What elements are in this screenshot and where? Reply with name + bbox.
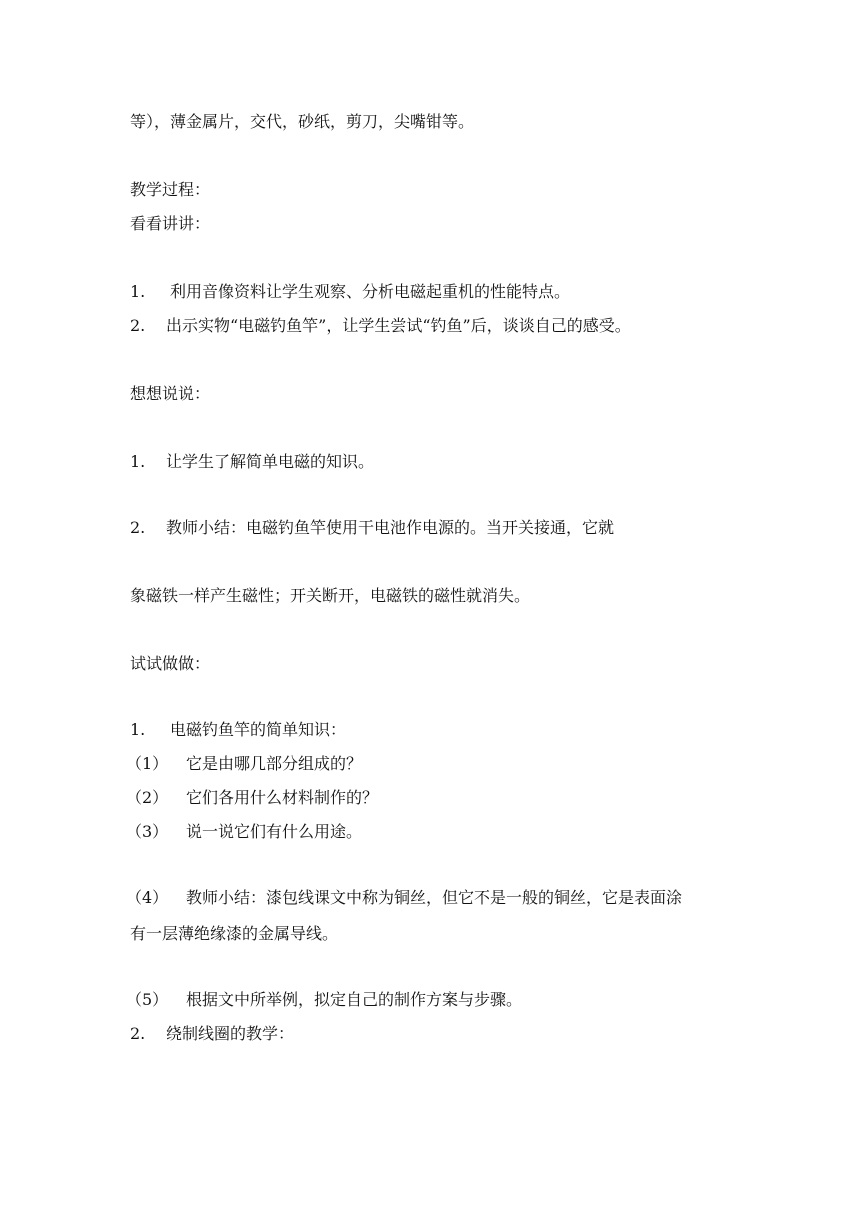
sub-list-item <box>126 788 379 808</box>
sub-list-item <box>126 888 683 908</box>
sub-list-number: （1） <box>126 754 169 773</box>
materials-text: 等），薄金属片，交代，砂纸，剪刀，尖嘴钳等。 <box>130 112 475 131</box>
list-item <box>130 282 570 302</box>
continuation-line <box>130 924 338 944</box>
sub-list-item-text: 根据文中所举例，拟定自己的制作方案与步骤。 <box>186 990 523 1009</box>
list-item-text: 出示实物“电磁钓鱼竿”，让学生尝试“钓鱼”后，谈谈自己的感受。 <box>166 316 631 335</box>
list-item <box>130 316 631 336</box>
sub-list-number: （3） <box>126 822 169 841</box>
list-item-text: 电磁钓鱼竿的简单知识： <box>170 720 347 739</box>
list-item-text: 教师小结：电磁钓鱼竿使用干电池作电源的。当开关接通，它就 <box>166 518 615 537</box>
sub-list-item <box>126 822 363 842</box>
list-number: 1. <box>130 282 146 301</box>
list-item <box>130 518 614 538</box>
list-item <box>130 720 346 740</box>
sub-list-item <box>126 754 363 774</box>
materials-line <box>130 112 474 132</box>
continuation-line <box>130 586 530 606</box>
sub-list-item-text: 教师小结：漆包线课文中称为铜丝，但它不是一般的铜丝，它是表面涂 <box>186 888 683 907</box>
list-item-text: 利用音像资料让学生观察、分析电磁起重机的性能特点。 <box>170 282 571 301</box>
list-item-text: 绕制线圈的教学： <box>166 1024 295 1043</box>
sub-list-number: （5） <box>126 990 169 1009</box>
heading-teaching-process-text: 教学过程： <box>130 180 211 199</box>
list-item <box>130 452 374 472</box>
sub-list-item-text: 它是由哪几部分组成的？ <box>186 754 363 773</box>
list-number: 1. <box>130 720 146 739</box>
heading-try-do-text: 试试做做： <box>130 654 211 673</box>
list-number: 2. <box>130 1024 146 1043</box>
list-item <box>130 1024 294 1044</box>
heading-look-talk <box>130 214 210 234</box>
sub-list-item-text: 它们各用什么材料制作的？ <box>186 788 379 807</box>
list-number: 1. <box>130 452 146 471</box>
continuation-text: 有一层薄绝缘漆的金属导线。 <box>130 924 339 943</box>
heading-try-do <box>130 654 210 674</box>
heading-think-say-text: 想想说说： <box>130 384 211 403</box>
continuation-text: 象磁铁一样产生磁性；开关断开，电磁铁的磁性就消失。 <box>130 586 531 605</box>
sub-list-item <box>126 990 523 1010</box>
heading-think-say <box>130 384 210 404</box>
heading-look-talk-text: 看看讲讲： <box>130 214 211 233</box>
list-item-text: 让学生了解简单电磁的知识。 <box>166 452 375 471</box>
heading-teaching-process <box>130 180 210 200</box>
sub-list-number: （4） <box>126 888 169 907</box>
list-number: 2. <box>130 518 146 537</box>
sub-list-number: （2） <box>126 788 169 807</box>
sub-list-item-text: 说一说它们有什么用途。 <box>186 822 363 841</box>
list-number: 2. <box>130 316 146 335</box>
